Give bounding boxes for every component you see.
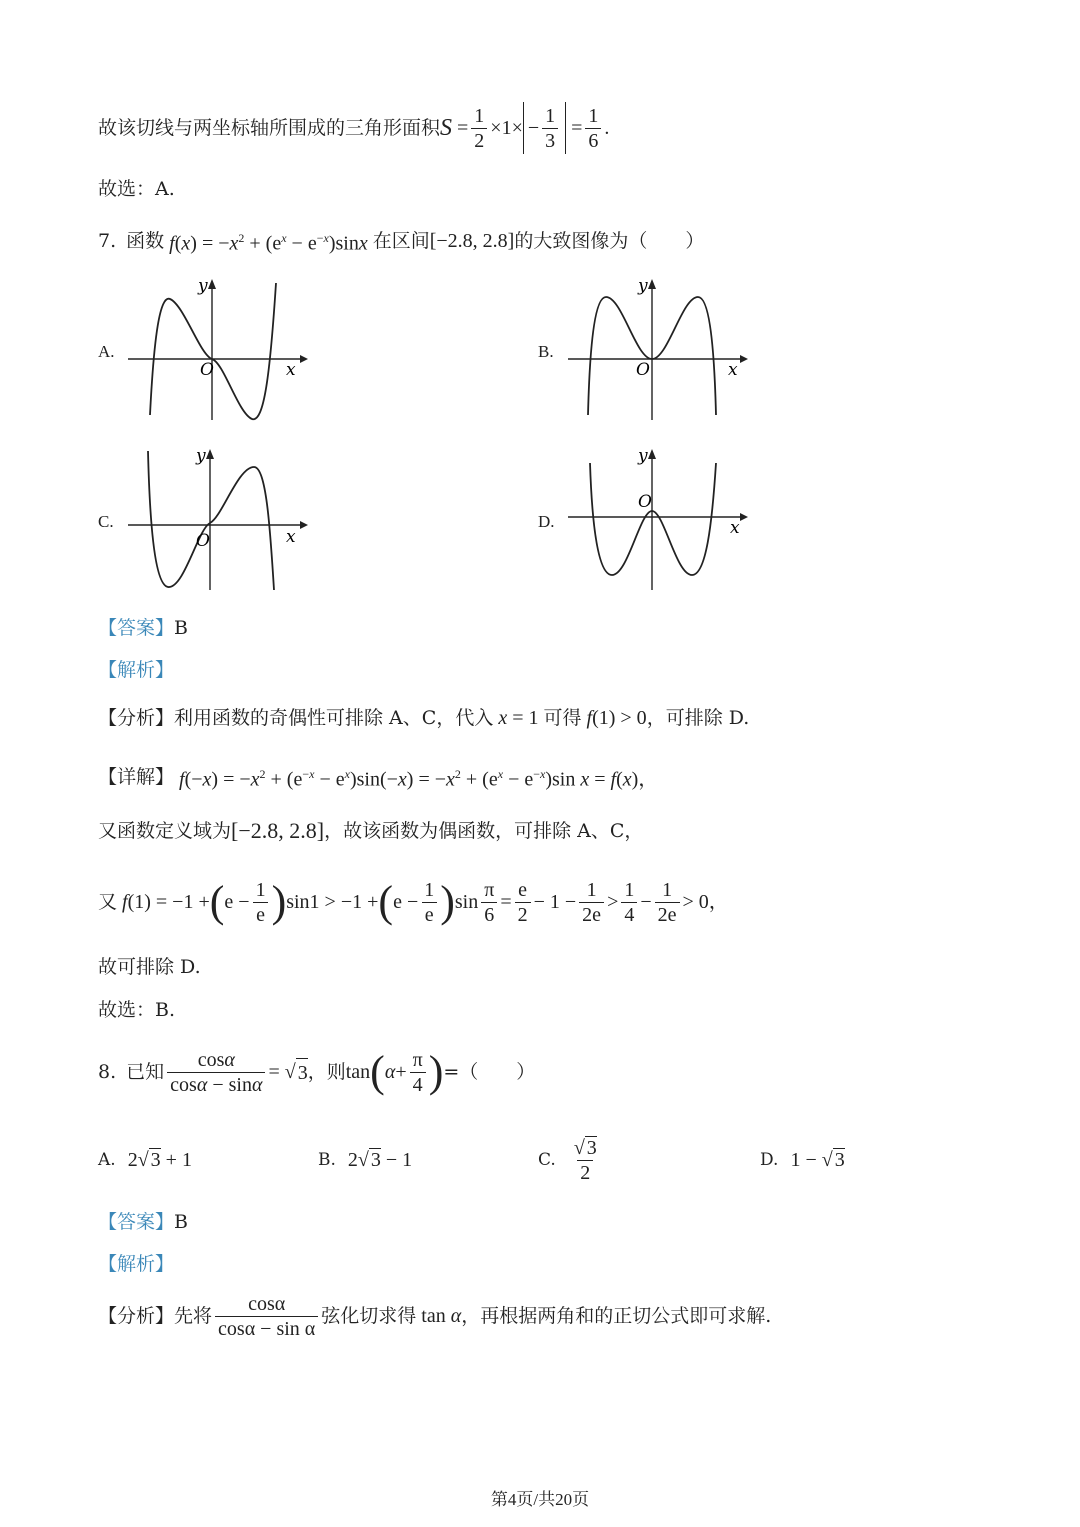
domain-interval: [−2.8, 2.8]	[231, 818, 325, 843]
area-text: 故该切线与两坐标轴所围成的三角形面积	[98, 117, 441, 139]
q7-exclude: 故可排除 D.	[98, 956, 201, 978]
domain-text-2: ，故该函数为偶函数，可排除 A、C，	[324, 820, 644, 842]
analysis-tag: 【解析】	[98, 1253, 175, 1275]
q7-detail	[98, 760, 658, 794]
fenxi-tag: 【分析】	[98, 1305, 175, 1327]
axis-origin-label: O	[196, 531, 210, 551]
f1-prefix: 又	[98, 891, 118, 913]
q7-option-a-label: A.	[98, 342, 115, 361]
axis-y-label: y	[198, 276, 208, 296]
q7-graph-b	[560, 275, 750, 425]
q8-stem-mid: ，则	[307, 1061, 346, 1083]
q7-option-d-label: D.	[538, 512, 555, 531]
fenxi-text-3: ，可排除 D.	[646, 707, 750, 729]
answer-value: B	[174, 1211, 188, 1233]
option-c-value: $\frac{√ 3}{2}$	[573, 1136, 597, 1184]
q7-stem-prefix: 函数	[126, 229, 165, 252]
q8-option-a	[98, 1146, 192, 1174]
analysis-tag: 【解析】	[98, 659, 175, 681]
fenxi-x-eq-1: x = 1	[498, 707, 544, 729]
fenxi-tan-alpha: tan α	[416, 1305, 462, 1327]
option-label: B.	[318, 1150, 336, 1170]
q8-stem	[98, 1042, 535, 1102]
option-label: C.	[538, 1150, 556, 1170]
axis-origin-label: O	[638, 492, 652, 512]
q7-stem-mid: 在区间	[372, 229, 430, 252]
fenxi-text-3: ，再根据两角和的正切公式即可求解.	[461, 1305, 772, 1327]
page-footer: 第4页/共20页	[490, 1490, 590, 1509]
q7-graph-d	[560, 445, 750, 595]
q8-given-formula: $\frac{\cos\alpha}{\cos\alpha - \sin\alpha}$ = √ 3	[164, 1048, 308, 1097]
q8-analysis-heading	[98, 1250, 174, 1278]
q7-function-formula: $f(x) = -x^2 + (e^x - e^{-x})\sin x$	[169, 231, 368, 255]
q8-stem-suffix: =（ ）	[443, 1061, 536, 1083]
answer-value: B	[174, 617, 188, 639]
q7-graph-a	[120, 275, 310, 425]
answer-tag: 【答案】	[98, 617, 175, 639]
axis-origin-label: O	[200, 360, 214, 380]
q7-stem	[98, 224, 704, 258]
q8-stem-prefix: 已知	[126, 1061, 165, 1083]
q8-number: 8.	[98, 1061, 117, 1083]
option-d-value: 1 − √ 3	[790, 1149, 845, 1171]
fenxi-tag: 【分析】	[98, 707, 175, 729]
q6-area-line	[98, 100, 609, 156]
q8-answer	[98, 1208, 188, 1236]
option-b-value: 2√ 3 − 1	[347, 1149, 413, 1171]
q7-option-b-label: B.	[538, 342, 554, 361]
fenxi-text-1: 利用函数的奇偶性可排除 A、C，代入	[174, 707, 494, 729]
q7-f1-line	[98, 872, 729, 932]
answer-tag: 【答案】	[98, 1211, 175, 1233]
option-label: D.	[760, 1150, 779, 1170]
option-label: A.	[98, 1150, 116, 1170]
axis-y-label: y	[638, 276, 648, 296]
q7-analysis-heading	[98, 656, 174, 684]
q8-option-b	[318, 1146, 412, 1174]
detail-tag: 【详解】	[98, 765, 175, 788]
fenxi-f1-positive: f(1) > 0	[586, 707, 647, 729]
domain-text-1: 又函数定义域为	[98, 820, 232, 842]
axis-y-label: y	[638, 446, 648, 466]
q7-stem-suffix: 的大致图像为（ ）	[514, 229, 705, 252]
q7-number: 7.	[98, 229, 117, 252]
area-formula: S = $\frac{1}{2}$ ×1× − $\frac{1}{3}$ = $\frac{1}{6}$ .	[440, 102, 609, 154]
q7-choice: 故选：B.	[98, 999, 176, 1021]
q8-target-formula: tan ( α + $\frac{\pi}{4}$ )	[345, 1047, 444, 1096]
fenxi-text-2: 可得	[543, 707, 582, 729]
fenxi-text-2: 弦化切求得	[321, 1305, 417, 1327]
q8-fenxi	[98, 1286, 771, 1346]
fenxi-text-1: 先将	[174, 1305, 213, 1327]
option-a-value: 2√ 3 + 1	[127, 1149, 192, 1171]
q7-option-c-label: C.	[98, 512, 114, 531]
axis-origin-label: O	[636, 360, 650, 380]
fenxi-fraction: $\frac{\cos\alpha}{\text{cosα − sin α}}$	[212, 1292, 321, 1341]
axis-x-label: x	[728, 360, 738, 380]
axis-y-label: y	[196, 446, 206, 466]
q8-option-d	[760, 1146, 845, 1174]
q6-choice: 故选：A.	[98, 178, 175, 200]
q7-fenxi	[98, 704, 749, 732]
axis-x-label: x	[286, 527, 296, 547]
q8-option-c	[538, 1130, 603, 1190]
q7-graph-c	[120, 445, 310, 595]
q7-interval: [−2.8, 2.8]	[429, 229, 515, 252]
axis-x-label: x	[286, 360, 296, 380]
f1-formula: f (1) = −1 + ( e − $\frac{1}{e}$ ) sin1 > −1 + ( e − $\frac{1}{e}$ ) sin $\frac{\pi}{6}$ = $\frac{e}{2}$ − 1 − $\frac{1}{2e}$ > $\frac{1}{4}$ − $\frac{1}{2e}$ > 0，	[122, 877, 729, 926]
detail-even-formula: $f(-x) = -x^2 + (e^{-x} - e^x)\sin(-x) = -x^2 + (e^x - e^{-x})\sin$ x = f(x)，	[179, 767, 659, 791]
axis-x-label: x	[730, 518, 740, 538]
q7-domain-line	[98, 817, 643, 845]
q7-answer	[98, 614, 188, 642]
